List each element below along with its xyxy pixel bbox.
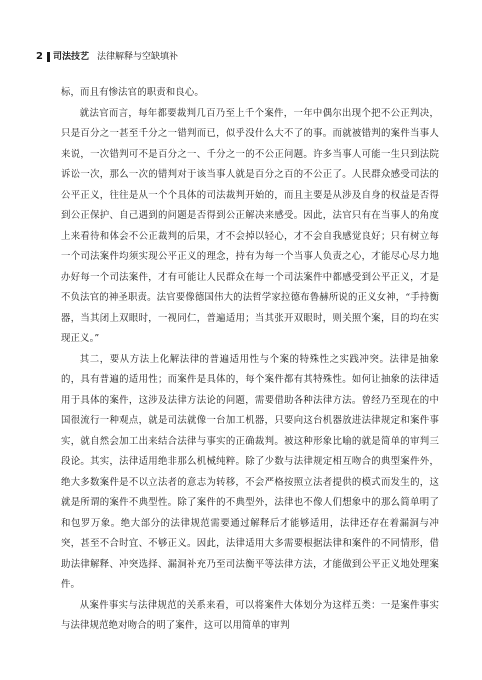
header-divider-bar bbox=[47, 52, 50, 62]
chapter-title: 法律解释与空缺填补 bbox=[96, 52, 178, 62]
body-text bbox=[61, 83, 439, 637]
paragraph: 从案件事实与法律规范的关系来看，可以将案件大体划分为这样五类：一是案件事实与法律规范绝对吻合的明了案件，这可以用简单的审判 bbox=[61, 599, 439, 631]
page-number: 2 bbox=[36, 51, 43, 62]
paragraph: 就法官而言，每年都要裁判几百乃至上千个案件，一年中偶尔出现个把不公正判决，只是百分之一甚至千分之一错判而已，似乎没什么大不了的事。而就被错判的案件当事人来说，一次错判可不是百分之一、千分之一的不公正问题。许多当事人可能一生只到法院诉讼一次，那么一次的错判对于该当事人就是百分之百的不公正了。人民群众感受司法的公平正义，往往是从一个个具体的司法裁判开始的，而且主要是从涉及自身的权益是否得到公正保护、自己遇到的问题是否得到公正解决来感受。因此，法官只有在当事人的角度上来看待和体会不公正裁判的后果，才不会掉以轻心，才不会自我感觉良好；只有树立每一个司法案件均须实现公平正义的理念，持有为每一个当事人负责之心，才能尽心尽力地办好每一个司法案件，才有可能让人民群众在每一个司法案件中都感受到公平正义，才是不负法官的神圣职责。法官要像德国伟大的法哲学家拉德布鲁赫所说的正义女神，“手持衡器，当其闭上双眼时，一视同仁，普遍适用；当其张开双眼时，则关照个案，目的均在实现正义。” bbox=[61, 107, 439, 344]
paragraph-continuation: 标，而且有惨法官的职责和良心。 bbox=[61, 87, 204, 98]
book-title: 司法技艺 bbox=[52, 52, 89, 62]
running-header bbox=[36, 50, 178, 64]
paragraph: 其二，要从方法上化解法律的普遍适用性与个案的特殊性之实践冲突。法律是抽象的，具有普遍的适用性；而案件是具体的，每个案件都有其特殊性。如何让抽象的法律适用于具体的案件，这涉及法律方法论的问题，需要借助各种法律方法。曾经乃至现在的中国很流行一种观点，就是司法就像一台加工机器，只要向这台机器放进法律规定和案件事实，就自然会加工出来结合法律与事实的正确裁判。被这种形象比喻的就是简单的审判三段论。其实，法律适用绝非那么机械纯粹。除了少数与法律规定相互吻合的典型案件外，绝大多数案件是不以立法者的意志为转移，不会严格按照立法者提供的模式而发生的，这就是所谓的案件不典型性。除了案件的不典型外，法律也不像人们想象中的那么简单明了和包罗万象。绝大部分的法律规范需要通过解释后才能够适用，法律还存在着漏洞与冲突，甚至不合时宜、不够正义。因此，法律适用大多需要根据法律和案件的不同情形，借助法律解释、冲突选择、漏洞补充乃至司法衡平等法律方法，才能做到公平正义地处理案件。 bbox=[61, 353, 439, 590]
